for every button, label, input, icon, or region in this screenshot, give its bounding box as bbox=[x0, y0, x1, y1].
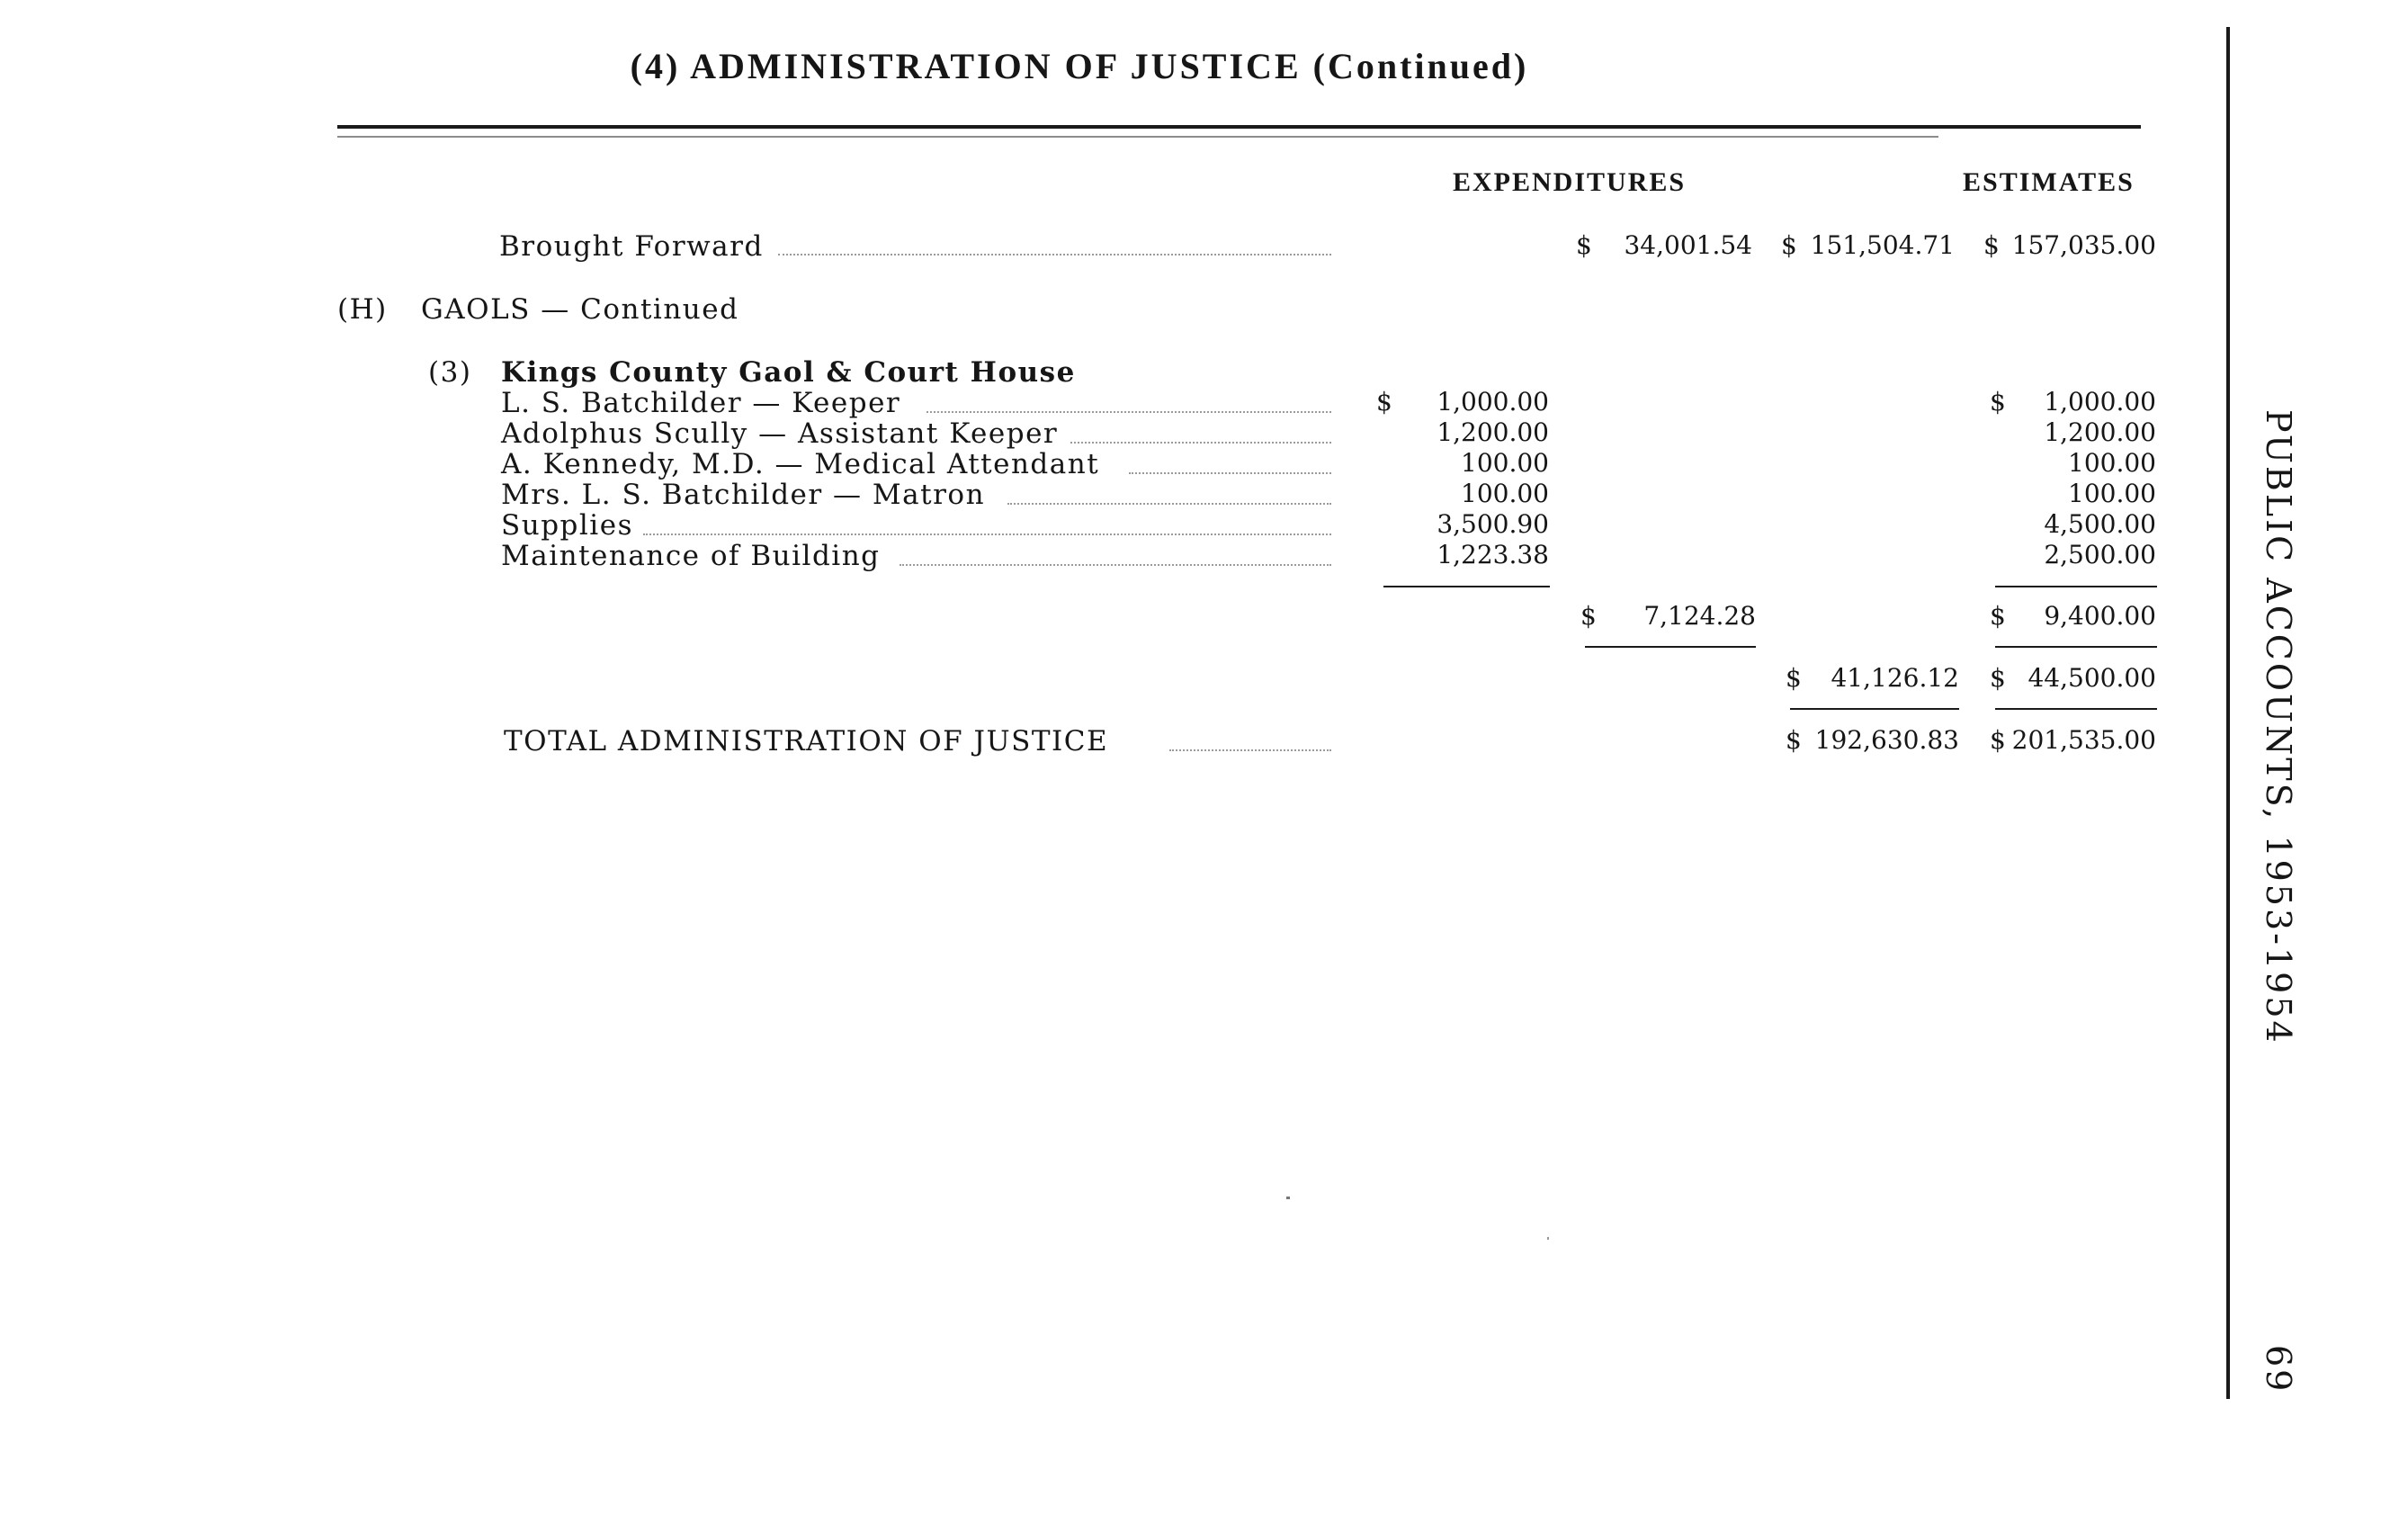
item-label: A. Kennedy, M.D. — Medical Attendant bbox=[501, 448, 1100, 480]
dollar-sign: $ bbox=[1990, 601, 2006, 631]
dollar-sign: $ bbox=[1580, 601, 1597, 631]
section-label: GAOLS — Continued bbox=[421, 293, 739, 326]
brought-forward-estimate: 157,035.00 bbox=[2011, 230, 2156, 260]
dollar-sign: $ bbox=[1576, 230, 1592, 260]
item-estimate: 1,200.00 bbox=[2044, 417, 2156, 447]
subsection-label: Kings County Gaol & Court House bbox=[501, 356, 1076, 389]
item-estimate: 2,500.00 bbox=[2044, 540, 2156, 569]
dollar-sign: $ bbox=[1781, 230, 1797, 260]
dollar-sign: $ bbox=[1990, 387, 2006, 417]
section-marker: (H) bbox=[337, 293, 388, 326]
scan-speck bbox=[1286, 1197, 1290, 1199]
header-rule-thin bbox=[337, 136, 1938, 138]
item-expenditure: 1,223.38 bbox=[1437, 540, 1549, 569]
item-expenditure: 100.00 bbox=[1461, 479, 1549, 508]
dot-leader bbox=[778, 254, 1331, 255]
item-estimate: 100.00 bbox=[2068, 448, 2156, 478]
page-number: 69 bbox=[2259, 1345, 2298, 1394]
running-title: PUBLIC ACCOUNTS, 1953-1954 bbox=[2259, 409, 2298, 1045]
dollar-sign: $ bbox=[1990, 725, 2006, 755]
gaols-total-expenditure: 41,126.12 bbox=[1831, 663, 1959, 693]
sum-rule bbox=[1383, 586, 1550, 587]
subtotal-expenditure: 7,124.28 bbox=[1643, 601, 1756, 631]
dollar-sign: $ bbox=[1786, 663, 1802, 693]
sum-rule bbox=[1995, 646, 2157, 648]
dot-leader bbox=[1070, 442, 1331, 444]
brought-forward-subtotal: 151,504.71 bbox=[1810, 230, 1955, 260]
header-rule-thick bbox=[337, 125, 2141, 129]
item-estimate: 4,500.00 bbox=[2044, 509, 2156, 539]
dot-leader bbox=[900, 564, 1331, 566]
scan-speck bbox=[1547, 1237, 1549, 1240]
grand-total-expenditure: 192,630.83 bbox=[1814, 725, 1959, 755]
item-label: Mrs. L. S. Batchilder — Matron bbox=[501, 479, 986, 511]
item-estimate: 1,000.00 bbox=[2044, 387, 2156, 417]
item-expenditure: 3,500.90 bbox=[1437, 509, 1549, 539]
item-expenditure: 1,200.00 bbox=[1437, 417, 1549, 447]
dollar-sign: $ bbox=[1376, 387, 1392, 417]
item-label: Adolphus Scully — Assistant Keeper bbox=[501, 417, 1059, 450]
expenditures-heading: EXPENDITURES bbox=[1453, 167, 1687, 197]
dollar-sign: $ bbox=[1983, 230, 2000, 260]
brought-forward-expenditure: 34,001.54 bbox=[1624, 230, 1752, 260]
item-label: Maintenance of Building bbox=[501, 540, 881, 572]
estimates-heading: ESTIMATES bbox=[1963, 167, 2135, 197]
dot-leader bbox=[643, 533, 1331, 535]
sum-rule bbox=[1995, 586, 2157, 587]
sum-rule bbox=[1585, 646, 1756, 648]
dot-leader bbox=[1169, 749, 1331, 751]
dollar-sign: $ bbox=[1786, 725, 1802, 755]
subsection-marker: (3) bbox=[428, 356, 472, 389]
item-label: L. S. Batchilder — Keeper bbox=[501, 387, 901, 419]
brought-forward-label: Brought Forward bbox=[499, 230, 764, 263]
grand-total-estimate: 201,535.00 bbox=[2011, 725, 2156, 755]
page-title: (4) ADMINISTRATION OF JUSTICE (Continued) bbox=[630, 46, 1529, 86]
grand-total-label: TOTAL ADMINISTRATION OF JUSTICE bbox=[504, 725, 1109, 758]
sum-rule bbox=[1995, 708, 2157, 710]
dot-leader bbox=[1129, 472, 1331, 474]
margin-rule bbox=[2226, 27, 2230, 1399]
dollar-sign: $ bbox=[1990, 663, 2006, 693]
item-expenditure: 100.00 bbox=[1461, 448, 1549, 478]
item-label: Supplies bbox=[501, 509, 633, 542]
item-expenditure: 1,000.00 bbox=[1437, 387, 1549, 417]
item-estimate: 100.00 bbox=[2068, 479, 2156, 508]
subtotal-estimate: 9,400.00 bbox=[2044, 601, 2156, 631]
sum-rule bbox=[1790, 708, 1959, 710]
dot-leader bbox=[1007, 503, 1331, 505]
dot-leader bbox=[926, 411, 1331, 413]
gaols-total-estimate: 44,500.00 bbox=[2028, 663, 2156, 693]
